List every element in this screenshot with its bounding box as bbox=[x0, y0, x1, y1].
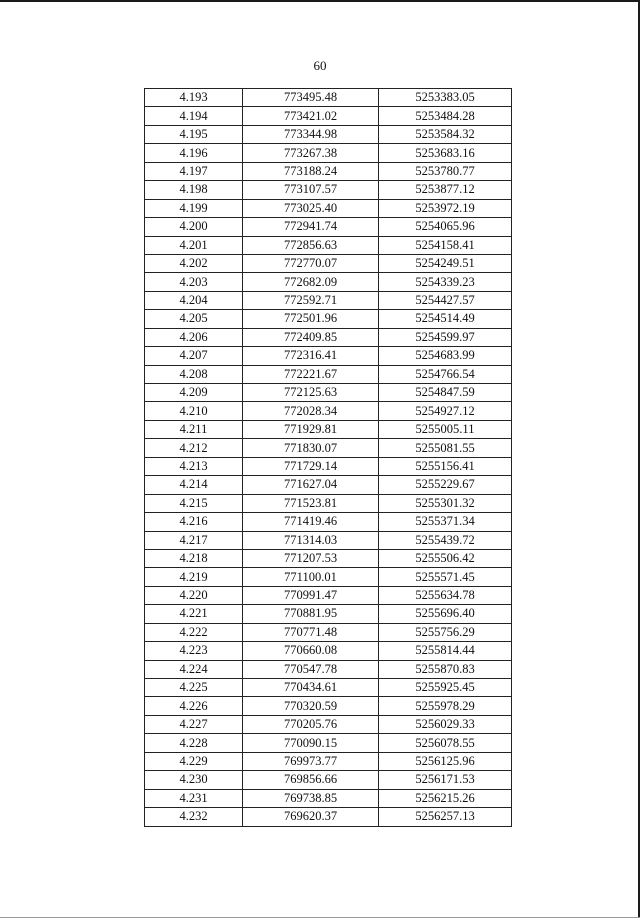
y-coordinate-cell: 5254683.99 bbox=[379, 347, 512, 365]
y-coordinate-cell: 5254766.54 bbox=[379, 365, 512, 383]
point-id-cell: 4.208 bbox=[145, 365, 243, 383]
point-id-cell: 4.224 bbox=[145, 660, 243, 678]
table-row bbox=[145, 549, 512, 567]
y-coordinate-cell: 5256078.55 bbox=[379, 734, 512, 752]
y-coordinate-cell: 5255978.29 bbox=[379, 697, 512, 715]
x-coordinate-cell: 770547.78 bbox=[243, 660, 379, 678]
x-coordinate-cell: 770660.08 bbox=[243, 642, 379, 660]
y-coordinate-cell: 5254339.23 bbox=[379, 273, 512, 291]
table-row bbox=[145, 494, 512, 512]
point-id-cell: 4.213 bbox=[145, 457, 243, 475]
x-coordinate-cell: 769856.66 bbox=[243, 771, 379, 789]
table-row bbox=[145, 181, 512, 199]
y-coordinate-cell: 5255005.11 bbox=[379, 420, 512, 438]
y-coordinate-cell: 5253780.77 bbox=[379, 162, 512, 180]
y-coordinate-cell: 5255634.78 bbox=[379, 586, 512, 604]
x-coordinate-cell: 770205.76 bbox=[243, 715, 379, 733]
x-coordinate-cell: 770771.48 bbox=[243, 623, 379, 641]
table-row bbox=[145, 623, 512, 641]
x-coordinate-cell: 773495.48 bbox=[243, 89, 379, 107]
x-coordinate-cell: 771929.81 bbox=[243, 420, 379, 438]
x-coordinate-cell: 770434.61 bbox=[243, 679, 379, 697]
x-coordinate-cell: 772409.85 bbox=[243, 328, 379, 346]
table-row bbox=[145, 236, 512, 254]
x-coordinate-cell: 769620.37 bbox=[243, 808, 379, 826]
y-coordinate-cell: 5254065.96 bbox=[379, 218, 512, 236]
point-id-cell: 4.221 bbox=[145, 605, 243, 623]
x-coordinate-cell: 770881.95 bbox=[243, 605, 379, 623]
x-coordinate-cell: 772125.63 bbox=[243, 384, 379, 402]
table-row bbox=[145, 107, 512, 125]
y-coordinate-cell: 5253877.12 bbox=[379, 181, 512, 199]
point-id-cell: 4.220 bbox=[145, 586, 243, 604]
point-id-cell: 4.199 bbox=[145, 199, 243, 217]
y-coordinate-cell: 5255506.42 bbox=[379, 549, 512, 567]
y-coordinate-cell: 5254427.57 bbox=[379, 291, 512, 309]
x-coordinate-cell: 773188.24 bbox=[243, 162, 379, 180]
point-id-cell: 4.207 bbox=[145, 347, 243, 365]
y-coordinate-cell: 5255156.41 bbox=[379, 457, 512, 475]
y-coordinate-cell: 5253383.05 bbox=[379, 89, 512, 107]
table-row bbox=[145, 568, 512, 586]
point-id-cell: 4.205 bbox=[145, 310, 243, 328]
point-id-cell: 4.216 bbox=[145, 513, 243, 531]
table-row bbox=[145, 457, 512, 475]
table-row bbox=[145, 808, 512, 826]
point-id-cell: 4.210 bbox=[145, 402, 243, 420]
y-coordinate-cell: 5256171.53 bbox=[379, 771, 512, 789]
y-coordinate-cell: 5256029.33 bbox=[379, 715, 512, 733]
coordinates-table-body bbox=[145, 89, 512, 827]
point-id-cell: 4.200 bbox=[145, 218, 243, 236]
table-row bbox=[145, 365, 512, 383]
table-row bbox=[145, 789, 512, 807]
table-row bbox=[145, 125, 512, 143]
y-coordinate-cell: 5255571.45 bbox=[379, 568, 512, 586]
table-row bbox=[145, 254, 512, 272]
page-top-edge bbox=[0, 0, 640, 2]
point-id-cell: 4.211 bbox=[145, 420, 243, 438]
point-id-cell: 4.198 bbox=[145, 181, 243, 199]
point-id-cell: 4.228 bbox=[145, 734, 243, 752]
y-coordinate-cell: 5255229.67 bbox=[379, 476, 512, 494]
page-number: 60 bbox=[313, 58, 327, 73]
point-id-cell: 4.225 bbox=[145, 679, 243, 697]
table-row bbox=[145, 586, 512, 604]
x-coordinate-cell: 772941.74 bbox=[243, 218, 379, 236]
table-row bbox=[145, 144, 512, 162]
x-coordinate-cell: 771830.07 bbox=[243, 439, 379, 457]
point-id-cell: 4.218 bbox=[145, 549, 243, 567]
x-coordinate-cell: 769738.85 bbox=[243, 789, 379, 807]
x-coordinate-cell: 773025.40 bbox=[243, 199, 379, 217]
point-id-cell: 4.196 bbox=[145, 144, 243, 162]
point-id-cell: 4.219 bbox=[145, 568, 243, 586]
y-coordinate-cell: 5255301.32 bbox=[379, 494, 512, 512]
table-row bbox=[145, 347, 512, 365]
table-row bbox=[145, 715, 512, 733]
x-coordinate-cell: 772316.41 bbox=[243, 347, 379, 365]
point-id-cell: 4.203 bbox=[145, 273, 243, 291]
y-coordinate-cell: 5255439.72 bbox=[379, 531, 512, 549]
x-coordinate-cell: 769973.77 bbox=[243, 752, 379, 770]
point-id-cell: 4.215 bbox=[145, 494, 243, 512]
point-id-cell: 4.195 bbox=[145, 125, 243, 143]
x-coordinate-cell: 771207.53 bbox=[243, 549, 379, 567]
table-row bbox=[145, 752, 512, 770]
point-id-cell: 4.209 bbox=[145, 384, 243, 402]
table-row bbox=[145, 89, 512, 107]
x-coordinate-cell: 771100.01 bbox=[243, 568, 379, 586]
y-coordinate-cell: 5254249.51 bbox=[379, 254, 512, 272]
table-row bbox=[145, 642, 512, 660]
table-row bbox=[145, 162, 512, 180]
x-coordinate-cell: 772501.96 bbox=[243, 310, 379, 328]
table-row bbox=[145, 310, 512, 328]
x-coordinate-cell: 772028.34 bbox=[243, 402, 379, 420]
y-coordinate-cell: 5255371.34 bbox=[379, 513, 512, 531]
table-row bbox=[145, 771, 512, 789]
x-coordinate-cell: 771419.46 bbox=[243, 513, 379, 531]
x-coordinate-cell: 771523.81 bbox=[243, 494, 379, 512]
x-coordinate-cell: 773421.02 bbox=[243, 107, 379, 125]
y-coordinate-cell: 5254158.41 bbox=[379, 236, 512, 254]
y-coordinate-cell: 5256125.96 bbox=[379, 752, 512, 770]
table-row bbox=[145, 420, 512, 438]
table-row bbox=[145, 734, 512, 752]
y-coordinate-cell: 5255081.55 bbox=[379, 439, 512, 457]
y-coordinate-cell: 5256215.26 bbox=[379, 789, 512, 807]
coordinates-table bbox=[144, 88, 512, 827]
point-id-cell: 4.222 bbox=[145, 623, 243, 641]
x-coordinate-cell: 772682.09 bbox=[243, 273, 379, 291]
table-row bbox=[145, 273, 512, 291]
x-coordinate-cell: 772856.63 bbox=[243, 236, 379, 254]
y-coordinate-cell: 5254514.49 bbox=[379, 310, 512, 328]
table-row bbox=[145, 476, 512, 494]
point-id-cell: 4.212 bbox=[145, 439, 243, 457]
x-coordinate-cell: 770991.47 bbox=[243, 586, 379, 604]
x-coordinate-cell: 771627.04 bbox=[243, 476, 379, 494]
point-id-cell: 4.232 bbox=[145, 808, 243, 826]
point-id-cell: 4.229 bbox=[145, 752, 243, 770]
table-row bbox=[145, 439, 512, 457]
y-coordinate-cell: 5255870.83 bbox=[379, 660, 512, 678]
table-row bbox=[145, 218, 512, 236]
point-id-cell: 4.231 bbox=[145, 789, 243, 807]
table-row bbox=[145, 291, 512, 309]
y-coordinate-cell: 5253584.32 bbox=[379, 125, 512, 143]
y-coordinate-cell: 5253484.28 bbox=[379, 107, 512, 125]
table-row bbox=[145, 679, 512, 697]
point-id-cell: 4.202 bbox=[145, 254, 243, 272]
x-coordinate-cell: 773344.98 bbox=[243, 125, 379, 143]
point-id-cell: 4.194 bbox=[145, 107, 243, 125]
point-id-cell: 4.201 bbox=[145, 236, 243, 254]
table-row bbox=[145, 660, 512, 678]
x-coordinate-cell: 772592.71 bbox=[243, 291, 379, 309]
point-id-cell: 4.230 bbox=[145, 771, 243, 789]
y-coordinate-cell: 5254599.97 bbox=[379, 328, 512, 346]
y-coordinate-cell: 5255756.29 bbox=[379, 623, 512, 641]
point-id-cell: 4.197 bbox=[145, 162, 243, 180]
x-coordinate-cell: 773267.38 bbox=[243, 144, 379, 162]
x-coordinate-cell: 771729.14 bbox=[243, 457, 379, 475]
y-coordinate-cell: 5255696.40 bbox=[379, 605, 512, 623]
table-row bbox=[145, 199, 512, 217]
table-row bbox=[145, 605, 512, 623]
point-id-cell: 4.223 bbox=[145, 642, 243, 660]
table-row bbox=[145, 697, 512, 715]
table-row bbox=[145, 513, 512, 531]
y-coordinate-cell: 5254927.12 bbox=[379, 402, 512, 420]
x-coordinate-cell: 770320.59 bbox=[243, 697, 379, 715]
table-row bbox=[145, 531, 512, 549]
x-coordinate-cell: 770090.15 bbox=[243, 734, 379, 752]
x-coordinate-cell: 771314.03 bbox=[243, 531, 379, 549]
y-coordinate-cell: 5256257.13 bbox=[379, 808, 512, 826]
x-coordinate-cell: 773107.57 bbox=[243, 181, 379, 199]
table-row bbox=[145, 402, 512, 420]
point-id-cell: 4.217 bbox=[145, 531, 243, 549]
y-coordinate-cell: 5255814.44 bbox=[379, 642, 512, 660]
point-id-cell: 4.193 bbox=[145, 89, 243, 107]
x-coordinate-cell: 772221.67 bbox=[243, 365, 379, 383]
y-coordinate-cell: 5255925.45 bbox=[379, 679, 512, 697]
point-id-cell: 4.226 bbox=[145, 697, 243, 715]
y-coordinate-cell: 5254847.59 bbox=[379, 384, 512, 402]
y-coordinate-cell: 5253683.16 bbox=[379, 144, 512, 162]
point-id-cell: 4.206 bbox=[145, 328, 243, 346]
y-coordinate-cell: 5253972.19 bbox=[379, 199, 512, 217]
table-row bbox=[145, 384, 512, 402]
x-coordinate-cell: 772770.07 bbox=[243, 254, 379, 272]
table-row bbox=[145, 328, 512, 346]
point-id-cell: 4.227 bbox=[145, 715, 243, 733]
point-id-cell: 4.204 bbox=[145, 291, 243, 309]
point-id-cell: 4.214 bbox=[145, 476, 243, 494]
